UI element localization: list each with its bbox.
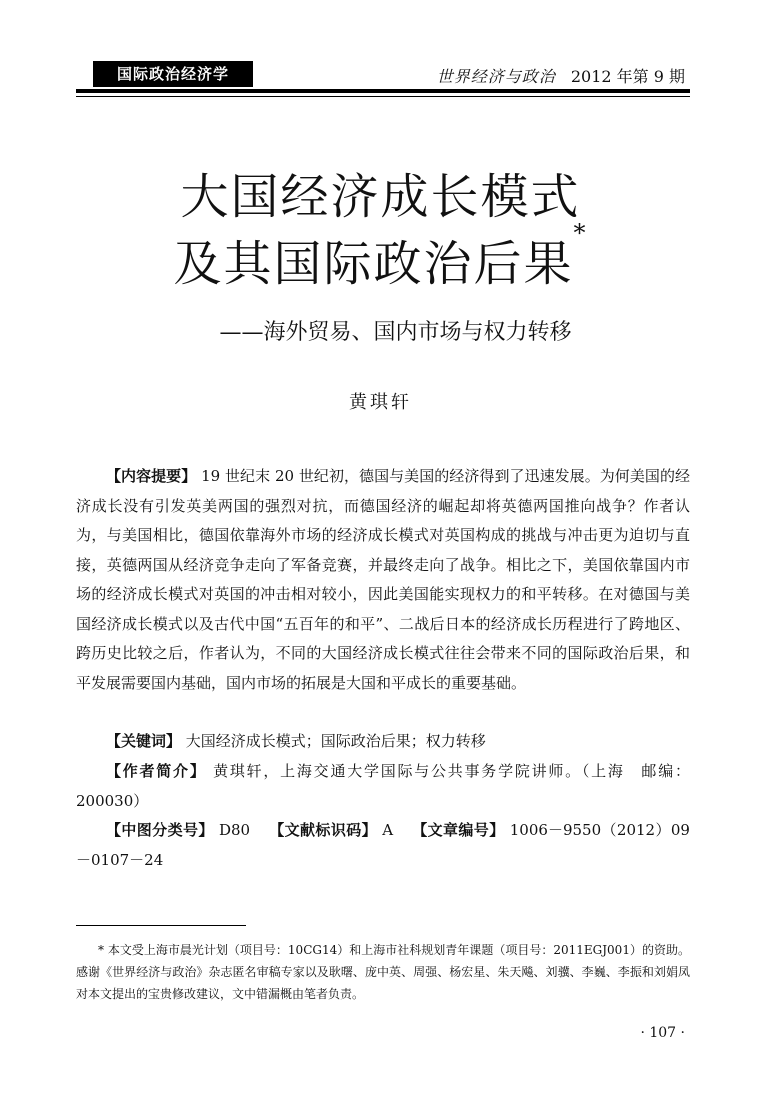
abstract-text: 19 世纪末 20 世纪初，德国与美国的经济得到了迅速发展。为何美国的经济成长没有引发英美两国的强烈对抗，而德国经济的崛起却将英德两国推向战争？作者认为，与美国相比，德国依靠海外市场的经济成长模式对英国构成的挑战与冲击更为迫切与直接，英德两国从经济竞争走向了军备竞赛，并最终走向了战争。相比之下，美国依靠国内市场的经济成长模式对英国的冲击相对较小，因此美国能实现权力的和平转移。在对德国与美国经济成长模式以及古代中国“五百年的和平”、二战后日本的经济成长历程进行了跨地区、跨历史比较之后，作者认为，不同的大国经济成长模式往往会带来不同的国际政治后果，和平发展需要国内基础，国内市场的拓展是大国和平成长的重要基础。: [76, 467, 690, 692]
subtitle: ——海外贸易、国内市场与权力转移: [219, 320, 572, 345]
article-no-label: 【文章编号】: [412, 821, 505, 839]
title-line-1: 大国经济成长模式: [180, 169, 581, 225]
classification: [76, 816, 690, 875]
doc-code-value: A: [382, 821, 394, 839]
title-line-2-text: 及其国际政治后果: [173, 236, 574, 292]
clc-label: 【中图分类号】: [106, 821, 214, 839]
journal-info: [437, 64, 685, 87]
author-intro: [76, 757, 690, 816]
title-line-2: [0, 219, 761, 294]
clc-value: D80: [218, 821, 251, 839]
keywords: [76, 727, 690, 757]
header-rule-thick: [76, 89, 690, 93]
journal-name: 世界经济与政治: [436, 67, 556, 86]
footnote: * 本文受上海市晨光计划（项目号：10CG14）和上海市社科规划青年课题（项目号：2011EGJ001）的资助。感谢《世界经济与政治》杂志匿名审稿专家以及耿曙、庞中英、周强、杨宏星、朱天飚、刘骥、李巍、李振和刘娟凤对本文提出的宝贵修改建议，文中错漏概由笔者负责。: [76, 943, 690, 1001]
doc-code-label: 【文献标识码】: [269, 821, 378, 839]
keywords-label: 【关键词】: [106, 732, 182, 750]
abstract-label: 【内容提要】: [106, 467, 197, 485]
page-number: · 107 ·: [640, 1025, 685, 1041]
author-intro-label: 【作者简介】: [106, 762, 207, 780]
keywords-text: 大国经济成长模式；国际政治后果；权力转移: [185, 732, 486, 750]
author-name: 黄琪轩: [349, 392, 412, 413]
article-no-value: 1006－9550（2012）09－0107－24: [76, 821, 690, 869]
section-label: 国际政治经济学: [93, 61, 253, 87]
issue-label: 2012 年第 9 期: [570, 67, 685, 86]
author-intro-text: 黄琪轩，上海交通大学国际与公共事务学院讲师。（上海 邮编：200030）: [76, 762, 690, 810]
footnote-rule: [76, 925, 246, 926]
header-rule-thin: [76, 96, 690, 97]
abstract: [76, 462, 690, 698]
title-footnote-mark[interactable]: *: [573, 219, 588, 247]
